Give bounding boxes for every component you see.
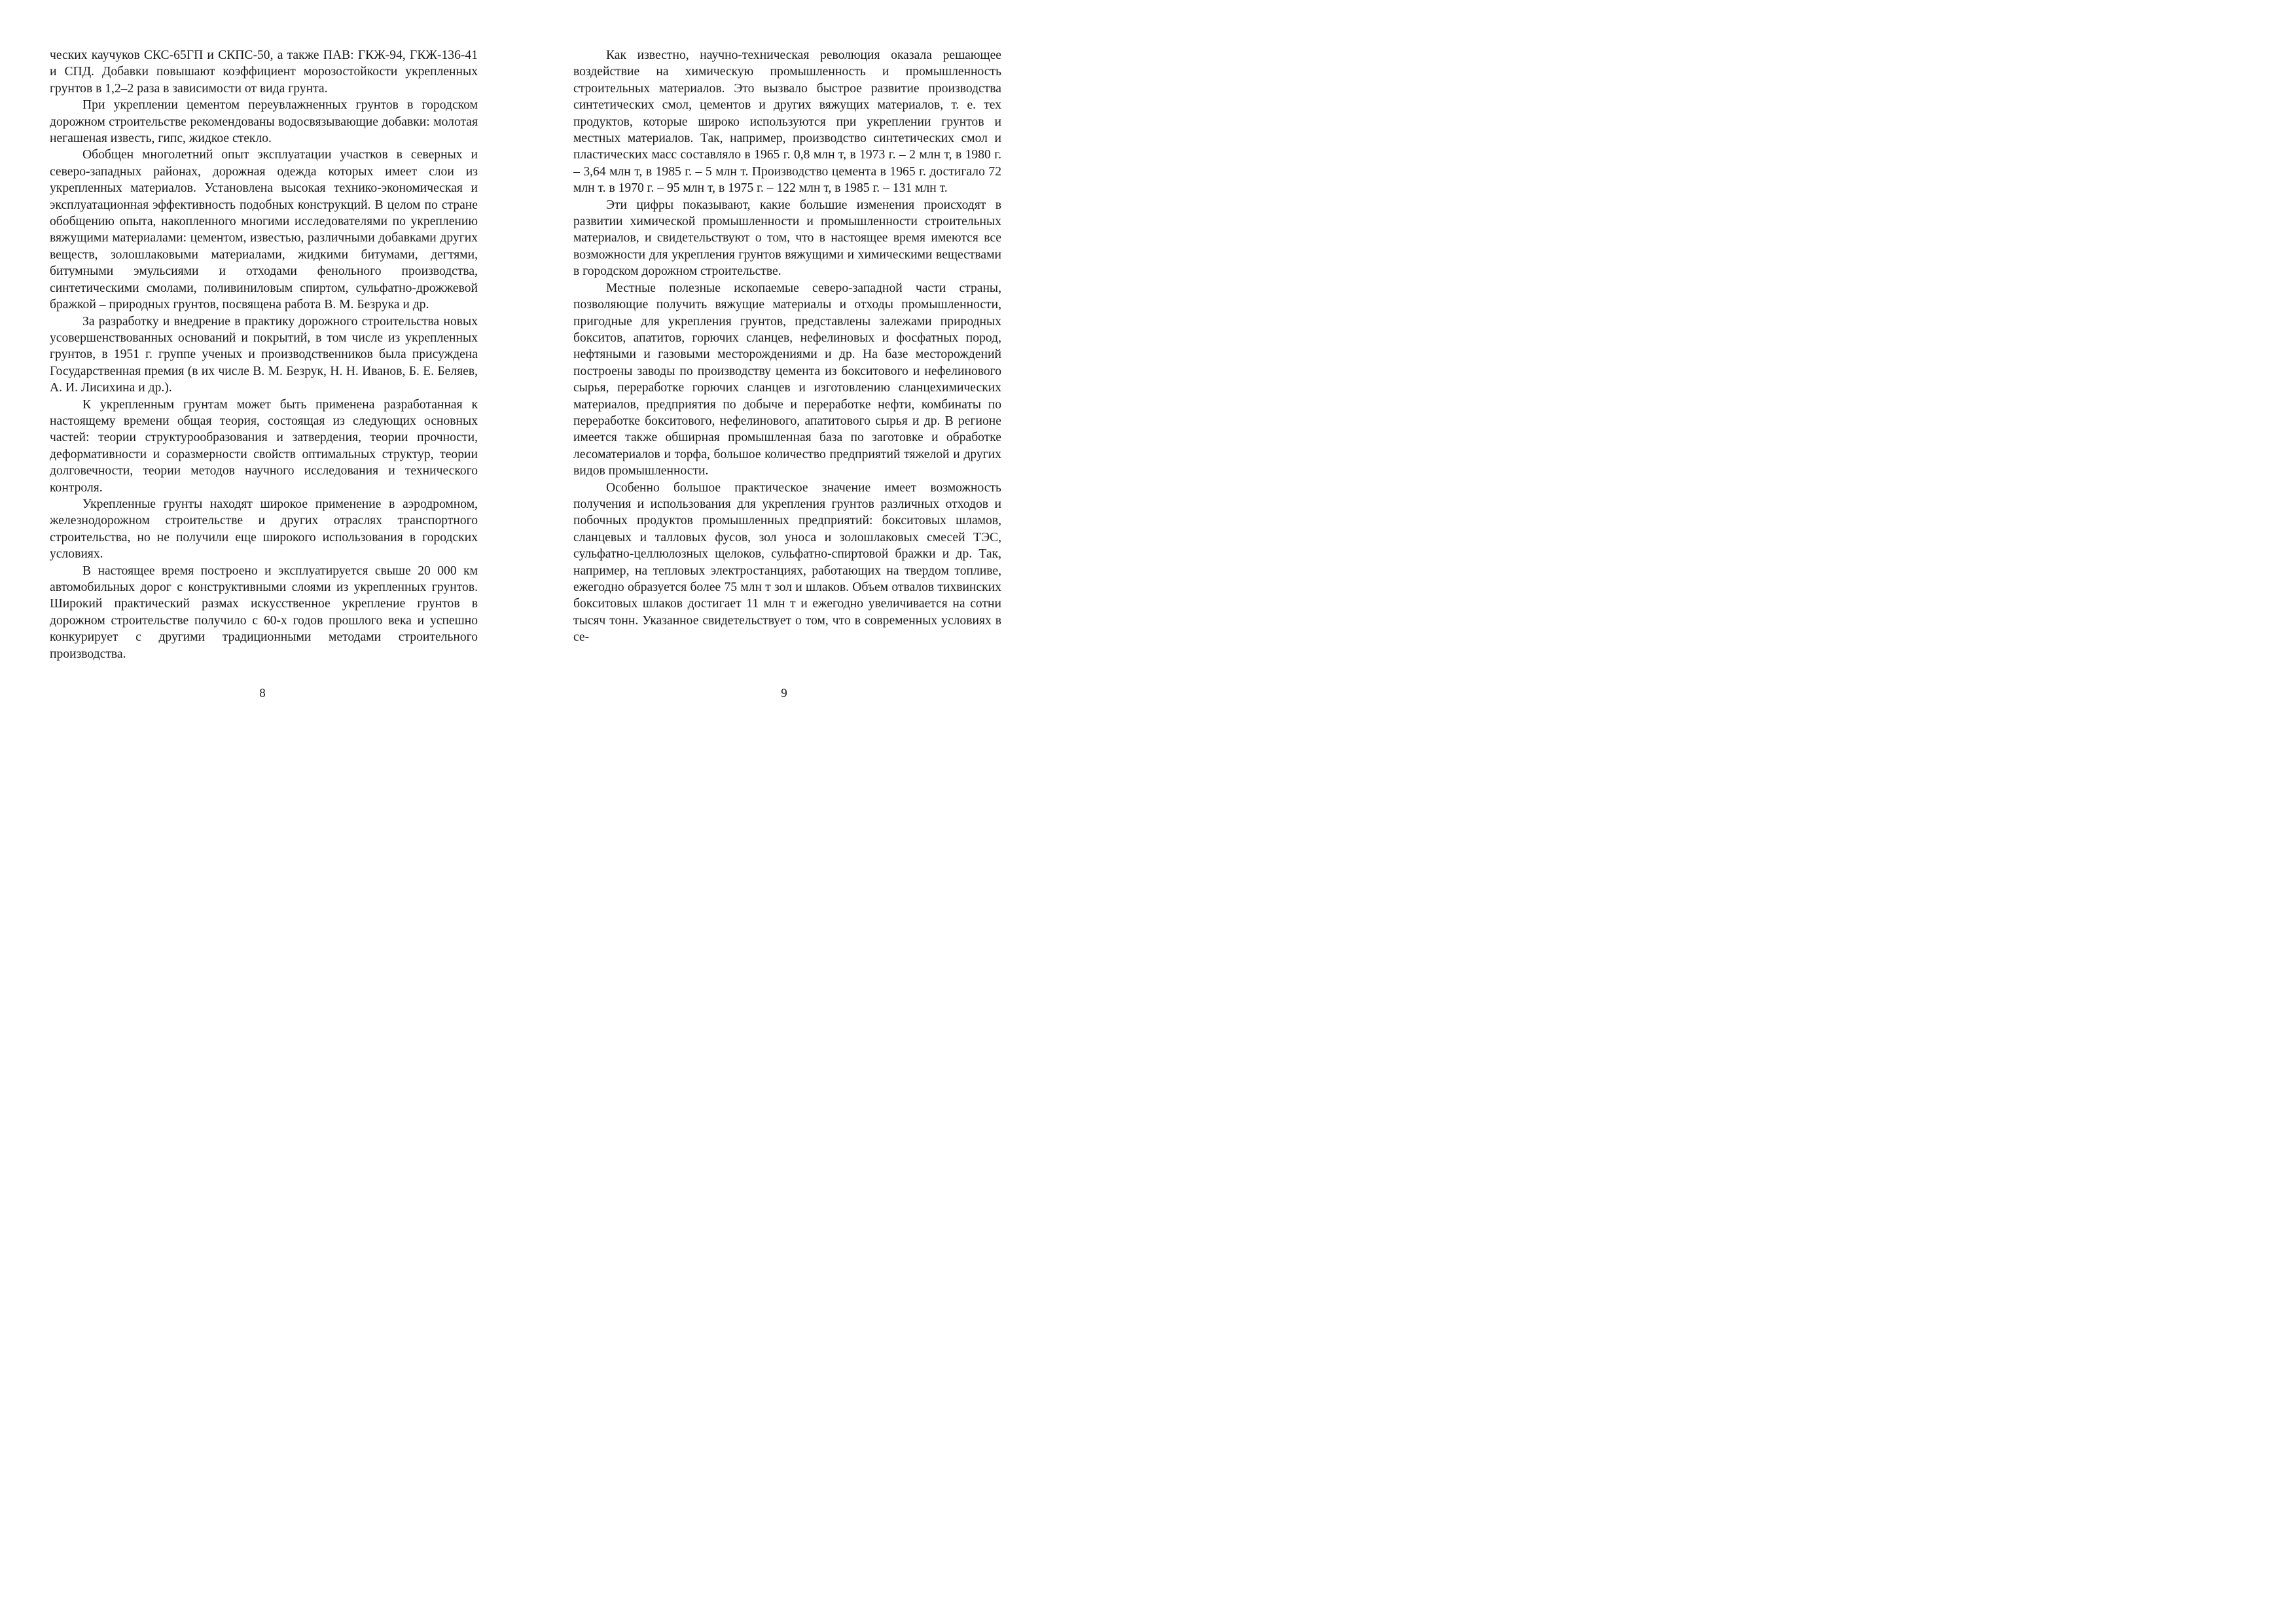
paragraph: Как известно, научно-техническая революция оказала решающее воздействие на химическую промышленность и промышленность строительных материалов. Это вызвало быстрое развитие производства синтетических смол, цементов и других вяжущих материалов, т. е. тех продуктов, которые широко используются при укреплении грунтов и местных материалов. Так, например, производство синтетических смол и пластических масс составляло в 1965 г. 0,8 млн т, в 1973 г. – 2 млн т, в 1980 г. – 3,64 млн т, в 1985 г. – 5 млн т. Производство цемента в 1965 г. достигало 72 млн т. в 1970 г. – 95 млн т, в 1975 г. – 122 млн т, в 1985 г. – 131 млн т. xyxy=(573,48,1001,196)
paragraph: Обобщен многолетний опыт эксплуатации участков в северных и северо-западных районах, дорожная одежда которых имеет слои из укрепленных материалов. Установлена высокая технико-экономическая и эксплуатационная эффективность подобных конструкций. В целом по стране обобщению опыта, накопленного многими исследователями по укреплению вяжущими материалами: цементом, известью, различными добавками других веществ, золошлаковыми материалами, жидкими битумами, дегтями, битумными эмульсиями и отходами фенольного производства, синтетическими смолами, поливиниловым спиртом, сульфатно-дрожжевой бражкой – природных грунтов, посвящена работа В. М. Безрука и др. xyxy=(50,148,478,312)
paragraph: Укрепленные грунты находят широкое применение в аэродромном, железнодорожном строительстве и других отраслях транспортного строительства, но не получили еще широкого использования в городских условиях. xyxy=(50,497,478,562)
paragraph: При укреплении цементом переувлажненных грунтов в городском дорожном строительстве рекомендованы водосвязывающие добавки: молотая негашеная известь, гипс, жидкое стекло. xyxy=(50,98,478,146)
right-page xyxy=(573,47,1001,646)
paragraph: Местные полезные ископаемые северо-западной части страны, позволяющие получить вяжущие материалы и отходы промышленности, пригодные для укрепления грунтов, представлены залежами природных бокситов, апатитов, горючих сланцев, нефелиновых и фосфатных пород, нефтяными и газовыми месторождениями и др. На базе месторождений построены заводы по производству цемента из бокситового и нефелинового сырья, переработке горючих сланцев и изготовлению сланцехимических материалов, предприятия по добыче и переработке нефти, комбинаты по переработке бокситового, нефелинового, апатитового сырья и др. В регионе имеется также обширная промышленная база по заготовке и обработке лесоматериалов и торфа, большое количество предприятий тяжелой и других видов промышленности. xyxy=(573,281,1001,478)
page-number-left: 8 xyxy=(259,687,266,700)
paragraph: Эти цифры показывают, какие большие изменения происходят в развитии химической промышленности и промышленности строительных материалов, и свидетельствуют о том, что в настоящее время имеются все возможности для укрепления грунтов вяжущими и химическими веществами в городском дорожном строительстве. xyxy=(573,198,1001,279)
paragraph: За разработку и внедрение в практику дорожного строительства новых усовершенствованных оснований и покрытий, в том числе из укрепленных грунтов, в 1951 г. группе ученых и производственников была присуждена Государственная премия (в их числе В. М. Безрук, Н. Н. Иванов, Б. Е. Беляев, А. И. Лисихина и др.). xyxy=(50,314,478,395)
paragraph: ческих каучуков СКС-65ГП и СКПС-50, а также ПАВ: ГКЖ-94, ГКЖ-136-41 и СПД. Добавки повышают коэффициент морозостойкости укрепленных грунтов в 1,2–2 раза в зависимости от вида грунта. xyxy=(50,48,478,96)
paragraph: К укрепленным грунтам может быть применена разработанная к настоящему времени общая теория, состоящая из следующих основных частей: теории структурообразования и затвердения, теории прочности, деформативности и соразмерности свойств оптимальных структур, теории долговечности, теории методов научного исследования и технического контроля. xyxy=(50,397,478,495)
paragraph: В настоящее время построено и эксплуатируется свыше 20 000 км автомобильных дорог с конструктивными слоями из укрепленных грунтов. Широкий практический размах искусственное укрепление грунтов в дорожном строительстве получило с 60-х годов прошлого века и успешно конкурирует с другими традиционными методами строительного производства. xyxy=(50,563,478,661)
paragraph: Особенно большое практическое значение имеет возможность получения и использования для укрепления грунтов различных отходов и побочных продуктов промышленных предприятий: бокситовых шламов, сланцевых и талловых фусов, зол уноса и золошлаковых смесей ТЭС, сульфатно-целлюлозных щелоков, сульфатно-спиртовой бражки и др. Так, например, на тепловых электростанциях, работающих на твердом топливе, ежегодно образуется более 75 млн т зол и шлаков. Объем отвалов тихвинских бокситовых шлаков достигает 11 млн т и ежегодно увеличивается на сотни тысяч тонн. Указанное свидетельствует о том, что в современных условиях в се- xyxy=(573,480,1001,645)
left-page xyxy=(50,47,478,662)
page-number-right: 9 xyxy=(781,687,787,700)
